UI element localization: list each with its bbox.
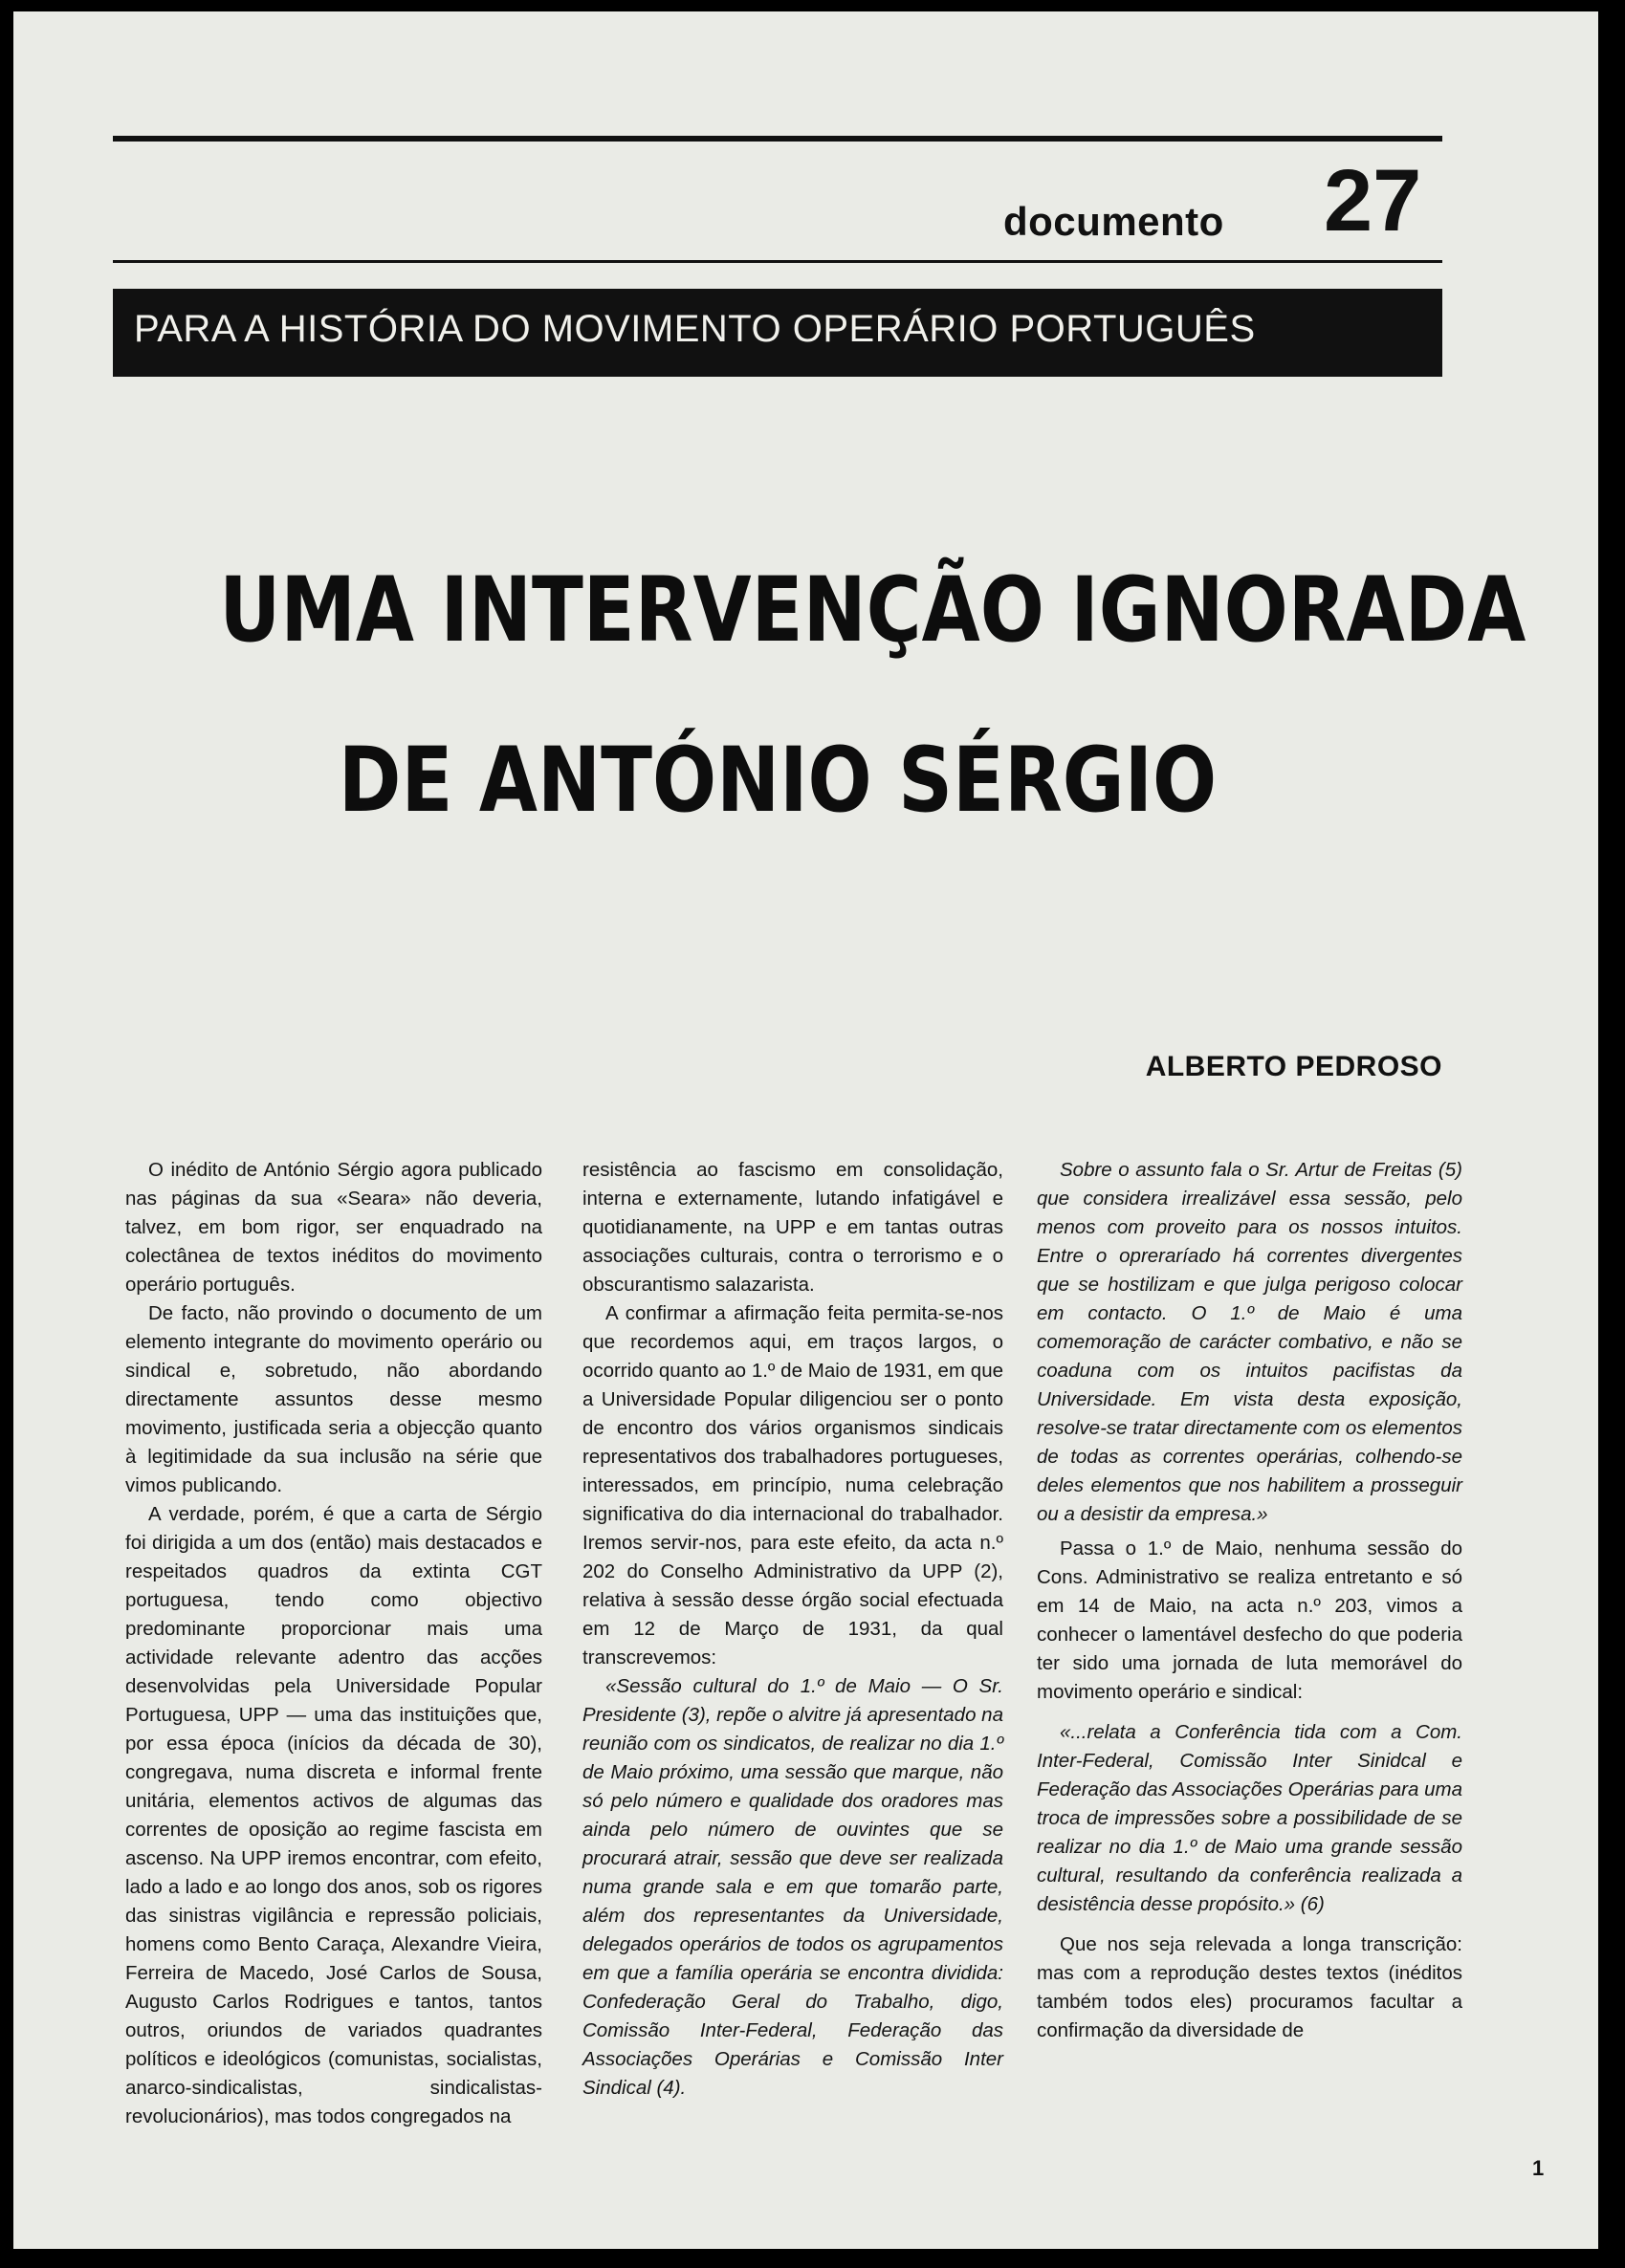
paragraph: A confirmar a afirmação feita permita-se-nos que recordemos aqui, em traços largos, o ocorrido quanto ao 1.º de Maio de 1931, em que a Universidade Popular diligenciou ser o ponto de encontro dos vários organismos sindicais representativos dos trabalhadores portugueses, interessados, em princípio, numa celebração significativa do dia internacional do trabalhador. Iremos servir-nos, para este efeito, da acta n.º 202 do Conselho Administrativo da UPP (2), relativa à sessão desse órgão social efectuada em 12 de Março de 1931, da qual transcrevemos: <box>582 1302 1003 1668</box>
document-page <box>13 11 1598 2249</box>
article-author: ALBERTO PEDROSO <box>1145 1051 1442 1082</box>
text-column-2 <box>582 1156 1003 2103</box>
paragraph: Que nos seja relevada a longa transcrição: mas com a reprodução destes textos (inéditos também todos eles) procuramos facultar a confirmação da diversidade de <box>1037 1933 1462 2041</box>
quoted-paragraph: «Sessão cultural do 1.º de Maio — O Sr. Presidente (3), repõe o alvitre já apresentado na reunião com os sindicatos, de realizar no dia 1.º de Maio próximo, uma sessão que marque, não só pelo número e qualidade dos oradores mas ainda pelo número de ouvintes que se procurará atrair, sessão que deve ser realizada numa grande sala e em que tomarão parte, além dos representantes da Universidade, delegados operários de todos os agrupamentos em que a família operária se encontra dividida: Confederação Geral do Trabalho, digo, Comissão Inter-Federal, Federação das Associações Operárias e Comissão Inter Sindical (4). <box>582 1675 1003 2099</box>
text-column-1 <box>125 1156 542 2131</box>
series-banner <box>113 289 1442 377</box>
article-title-line-1: UMA INTERVENÇÃO IGNORADA <box>219 558 1526 663</box>
quoted-paragraph: Sobre o assunto fala o Sr. Artur de Freitas (5) que considera irrealizável essa sessão, pelo menos com proveito para os nossos intuitos. Entre o opreraríado há correntes divergentes que se hostilizam e que julga perigoso colocar em contacto. O 1.º de Maio é uma comemoração de carácter combativo, e não se coaduna com os intuitos pacifistas da Universidade. Em vista desta exposição, resolve-se tratar directamente com os elementos de todas as correntes operárias, colhendo-se deles elementos que nos habilitem a prosseguir ou a desistir da empresa.» <box>1037 1159 1462 1525</box>
paragraph: resistência ao fascismo em consolidação, interna e externamente, lutando infatigável e quotidianamente, na UPP e em tantas outras associações culturais, contra o terrorismo e o obscurantismo salazarista. <box>582 1159 1003 1296</box>
article-title-line-2: DE ANTÓNIO SÉRGIO <box>338 729 1218 833</box>
top-rule <box>113 136 1442 142</box>
series-banner-text: PARA A HISTÓRIA DO MOVIMENTO OPERÁRIO PORTUGUÊS <box>134 308 1256 350</box>
page-number: 1 <box>1532 2156 1545 2180</box>
issue-number: 27 <box>1324 152 1422 250</box>
paragraph: De facto, não provindo o documento de um elemento integrante do movimento operário ou sindical e, sobretudo, não abordando directamente assuntos desse mesmo movimento, justificada seria a objecção quanto à legitimidade da sua inclusão na série que vimos publicando. <box>125 1302 542 1496</box>
paragraph: Passa o 1.º de Maio, nenhuma sessão do Cons. Administrativo se realiza entretanto e só em 14 de Maio, na acta n.º 203, vimos a conhecer o lamentável desfecho do que poderia ter sido uma jornada de luta memorável do movimento operário e sindical: <box>1037 1537 1462 1703</box>
section-label: documento <box>1003 199 1224 244</box>
text-column-3 <box>1037 1156 1462 2045</box>
paragraph: A verdade, porém, é que a carta de Sérgio foi dirigida a um dos (então) mais destacados e respeitados quadros da extinta CGT portuguesa, tendo como objectivo predominante proporcionar mais uma actividade relevante adentro das acções desenvolvidas pela Universidade Popular Portuguesa, UPP — uma das instituições que, por essa época (inícios da década de 30), congregava, numa discreta e informal frente unitária, elementos activos de algumas das correntes de oposição ao regime fascista em ascenso. Na UPP iremos encontrar, com efeito, lado a lado e ao longo dos anos, sob os rigores das sinistras vigilância e repressão policiais, homens como Bento Caraça, Alexandre Vieira, Ferreira de Macedo, José Carlos de Sousa, Augusto Carlos Rodrigues e tantos, tantos outros, oriundos de variados quadrantes políticos e ideológicos (comunistas, socialistas, anarco-sindicalistas, sindicalistas-revolucionários), mas todos congregados na <box>125 1503 542 2127</box>
paragraph: O inédito de António Sérgio agora publicado nas páginas da sua «Seara» não deveria, talvez, em bom rigor, ser enquadrado na colectânea de textos inéditos do movimento operário português. <box>125 1159 542 1296</box>
quoted-paragraph: «...relata a Conferência tida com a Com. Inter-Federal, Comissão Inter Sinidcal e Federação das Associações Operárias para uma troca de impressões sobre a possibilidade de se realizar no dia 1.º de Maio uma grande sessão cultural, resultando da conferência realizada a desistência desse propósito.» (6) <box>1037 1721 1462 1915</box>
header-rule <box>113 260 1442 263</box>
